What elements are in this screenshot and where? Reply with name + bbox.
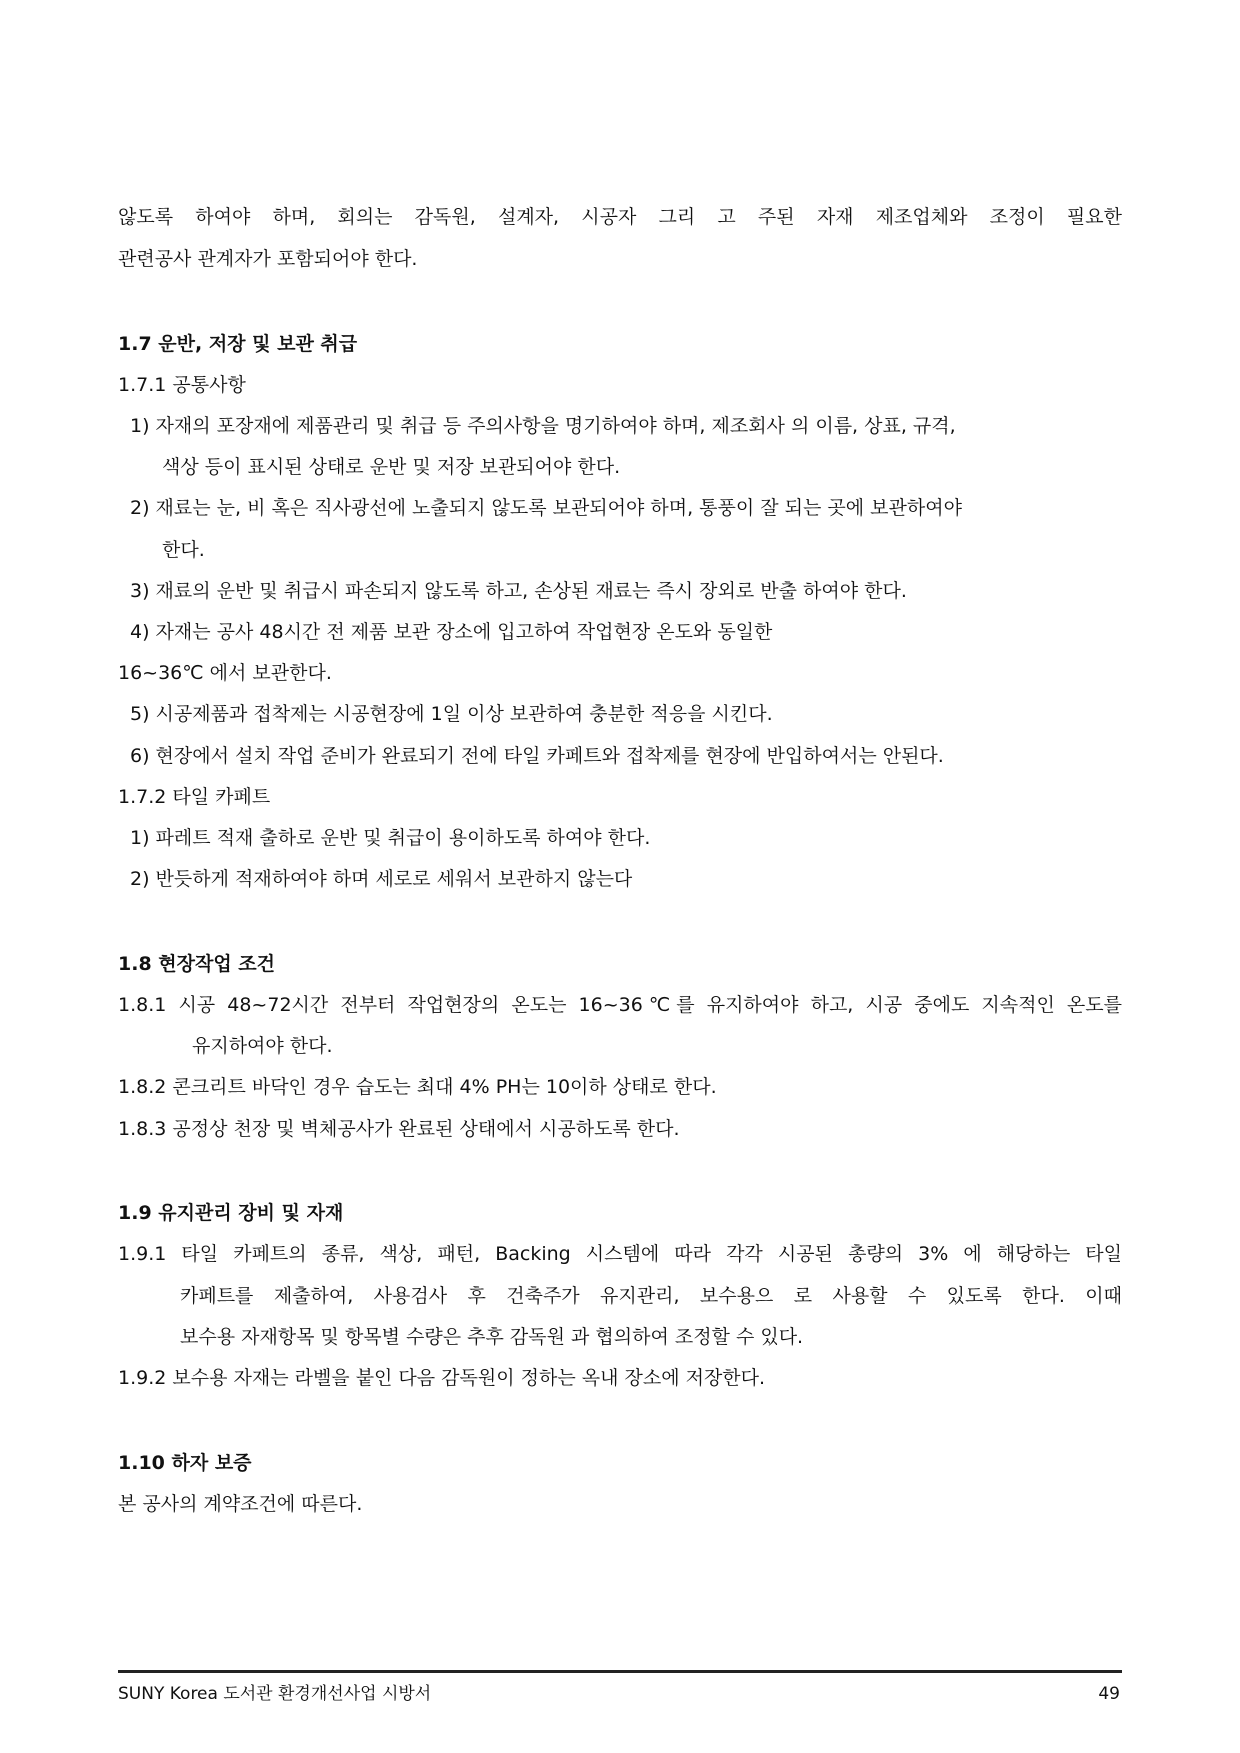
item-1-7-1-5: 5) 시공제품과 접착제는 시공현장에 1일 이상 보관하여 충분한 적응을 시킨다. [130,703,773,725]
item-1-8-1b: 유지하여야 한다. [192,1035,333,1057]
footer-document-title: SUNY Korea 도서관 환경개선사업 시방서 [118,1684,432,1704]
item-1-7-1-4b: 16~36℃ 에서 보관한다. [118,662,332,684]
item-1-7-1-2b: 한다. [162,539,205,561]
item-1-8-1a: 1.8.1 시공 48~72시간 전부터 작업현장의 온도는 16~36℃를 유지하여야 하고, 시공 중에도 지속적인 온도를 [118,994,1122,1016]
item-1-9-1c: 보수용 자재항목 및 항목별 수량은 추후 감독원 과 협의하여 조정할 수 있다. [180,1326,804,1348]
item-1-7-1-4a: 4) 자재는 공사 48시간 전 제품 보관 장소에 입고하여 작업현장 온도와 동일한 [130,621,773,643]
intro-line-2: 관련공사 관계자가 포함되어야 한다. [118,248,418,270]
item-1-7-1-6: 6) 현장에서 설치 작업 준비가 완료되기 전에 타일 카페트와 접착제를 현장에 반입하여서는 안된다. [130,745,944,767]
section-heading-1-10: 1.10 하자 보증 [118,1452,252,1474]
item-1-7-2-2: 2) 반듯하게 적재하여야 하며 세로로 세워서 보관하지 않는다 [130,868,633,890]
item-1-9-2: 1.9.2 보수용 자재는 라벨을 붙인 다음 감독원이 정하는 옥내 장소에 저장한다. [118,1367,766,1389]
item-1-7-1-1a: 1) 자재의 포장재에 제품관리 및 취급 등 주의사항을 명기하여야 하며, 제조회사 의 이름, 상표, 규격, [130,415,956,437]
page-number: 49 [1098,1684,1120,1704]
item-1-7-1-2a: 2) 재료는 눈, 비 혹은 직사광선에 노출되지 않도록 보관되어야 하며, 통풍이 잘 되는 곳에 보관하여야 [130,497,962,519]
section-1-10-body: 본 공사의 계약조건에 따른다. [118,1493,363,1515]
item-1-7-1-1b: 색상 등이 표시된 상태로 운반 및 저장 보관되어야 한다. [162,456,621,478]
item-1-9-1b: 카페트를 제출하여, 사용검사 후 건축주가 유지관리, 보수용으 로 사용할 수 있도록 한다. 이때 [180,1285,1122,1307]
item-1-8-3: 1.8.3 공정상 천장 및 벽체공사가 완료된 상태에서 시공하도록 한다. [118,1118,680,1140]
section-heading-1-7: 1.7 운반, 저장 및 보관 취급 [118,333,358,355]
footer-divider [118,1670,1122,1673]
item-1-8-2: 1.8.2 콘크리트 바닥인 경우 습도는 최대 4% PH는 10이하 상태로 한다. [118,1076,717,1098]
item-1-7-1-3: 3) 재료의 운반 및 취급시 파손되지 않도록 하고, 손상된 재료는 즉시 장외로 반출 하여야 한다. [130,580,907,602]
section-heading-1-9: 1.9 유지관리 장비 및 자재 [118,1202,344,1224]
section-heading-1-8: 1.8 현장작업 조건 [118,953,276,975]
subsection-1-7-1: 1.7.1 공통사항 [118,374,246,396]
item-1-9-1a: 1.9.1 타일 카페트의 종류, 색상, 패턴, Backing 시스템에 따라 각각 시공된 총량의 3% 에 해당하는 타일 [118,1243,1122,1265]
subsection-1-7-2: 1.7.2 타일 카페트 [118,786,271,808]
intro-line-1: 않도록 하여야 하며, 회의는 감독원, 설계자, 시공자 그리 고 주된 자재 제조업체와 조정이 필요한 [118,206,1122,228]
item-1-7-2-1: 1) 파레트 적재 출하로 운반 및 취급이 용이하도록 하여야 한다. [130,827,651,849]
